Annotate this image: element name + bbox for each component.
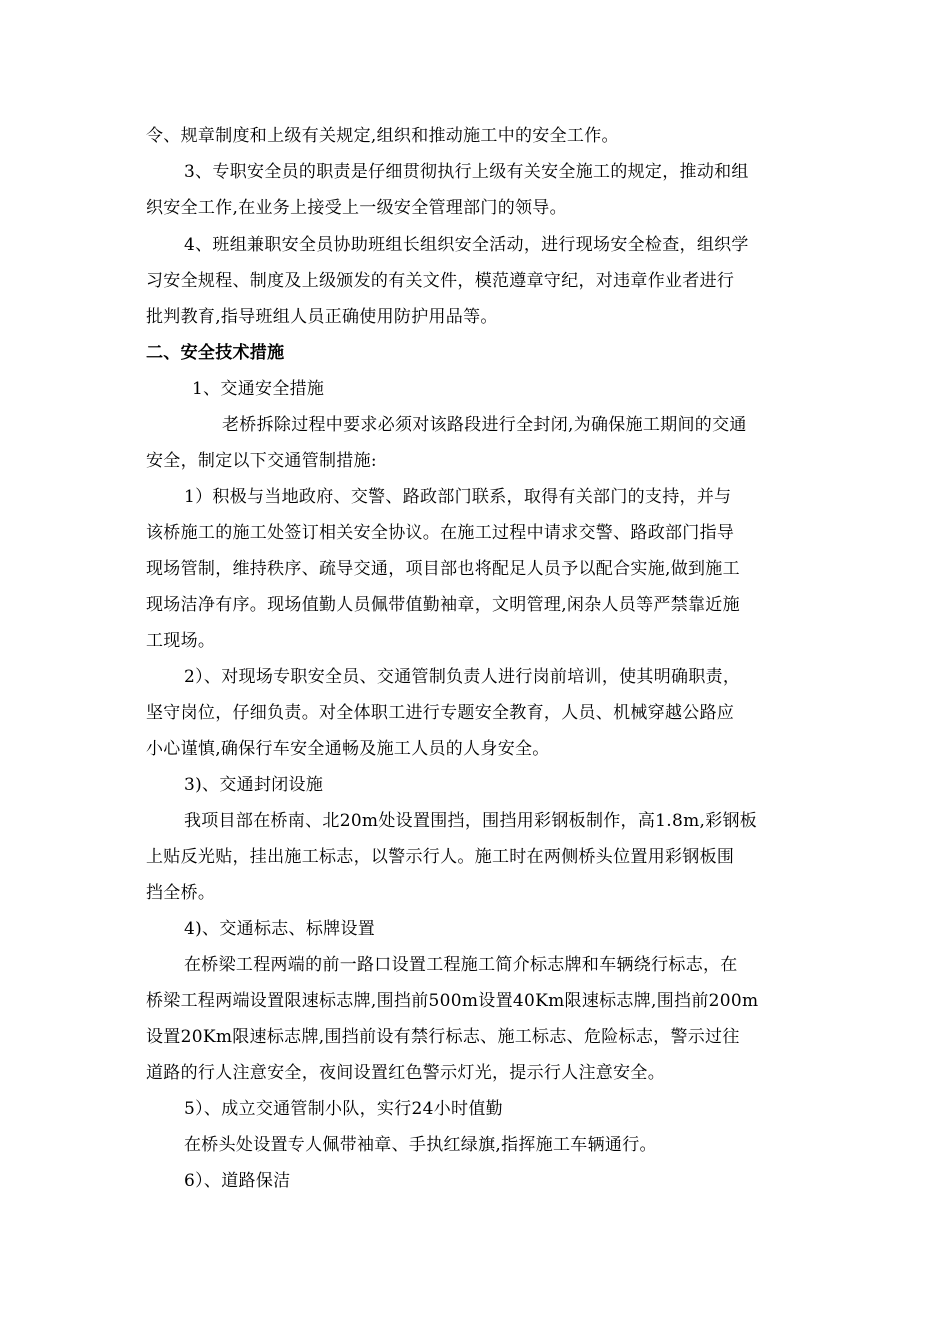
text-line-2: 3、专职安全员的职责是仔细贯彻执行上级有关安全施工的规定，推动和组 (184, 162, 749, 182)
text-line-3: 织安全工作,在业务上接受上一级安全管理部门的领导。 (146, 198, 567, 218)
text-line-23: 4)、交通标志、标牌设置 (184, 919, 376, 939)
text-line-11: 1）积极与当地政府、交警、路政部门联系，取得有关部门的支持，并与 (184, 487, 732, 507)
text-line-17: 坚守岗位，仔细负责。对全体职工进行专题安全教育，人员、机械穿越公路应 (146, 703, 735, 723)
text-line-18: 小心谨慎,确保行车安全通畅及施工人员的人身安全。 (146, 739, 550, 759)
text-line-21: 上贴反光贴，挂出施工标志，以警示行人。施工时在两侧桥头位置用彩钢板围 (146, 847, 735, 867)
text-line-5: 习安全规程、制度及上级颁发的有关文件，模范遵章守纪，对违章作业者进行 (146, 271, 735, 291)
text-line-1: 令、规章制度和上级有关规定,组织和推动施工中的安全工作。 (146, 126, 619, 146)
text-line-15: 工现场。 (146, 631, 216, 651)
text-line-20: 我项目部在桥南、北20m处设置围挡，围挡用彩钢板制作，高1.8m,彩钢板 (184, 811, 758, 831)
text-line-27: 道路的行人注意安全，夜间设置红色警示灯光，提示行人注意安全。 (146, 1063, 665, 1083)
text-line-6: 批判教育,指导班组人员正确使用防护用品等。 (146, 307, 498, 327)
text-line-14: 现场洁净有序。现场值勤人员佩带值勤袖章，文明管理,闲杂人员等严禁靠近施 (146, 595, 740, 615)
text-line-16: 2）、对现场专职安全员、交通管制负责人进行岗前培训，使其明确职责， (184, 667, 741, 687)
subsection-heading: 1、交通安全措施 (192, 379, 325, 399)
text-line-9: 老桥拆除过程中要求必须对该路段进行全封闭,为确保施工期间的交通 (222, 415, 747, 435)
text-line-4: 4、班组兼职安全员协助班组长组织安全活动，进行现场安全检查，组织学 (184, 235, 749, 255)
text-line-26: 设置20Km限速标志牌,围挡前设有禁行标志、施工标志、危险标志，警示过往 (146, 1027, 740, 1047)
text-line-24: 在桥梁工程两端的前一路口设置工程施工简介标志牌和车辆绕行标志，在 (184, 955, 738, 975)
text-line-12: 该桥施工的施工处签订相关安全协议。在施工过程中请求交警、路政部门指导 (146, 523, 735, 543)
text-line-28: 5）、成立交通管制小队，实行24小时值勤 (184, 1099, 503, 1119)
text-line-13: 现场管制，维持秩序、疏导交通，项目部也将配足人员予以配合实施,做到施工 (146, 559, 740, 579)
text-line-10: 安全，制定以下交通管制措施: (146, 451, 377, 471)
text-line-30: 6）、道路保洁 (184, 1171, 291, 1191)
text-line-22: 挡全桥。 (146, 883, 216, 903)
text-line-29: 在桥头处设置专人佩带袖章、手执红绿旗,指挥施工车辆通行。 (184, 1135, 657, 1155)
text-line-25: 桥梁工程两端设置限速标志牌,围挡前500m设置40Km限速标志牌,围挡前200m (146, 991, 759, 1011)
section-heading: 二、安全技术措施 (146, 343, 285, 363)
text-line-19: 3)、交通封闭设施 (184, 775, 324, 795)
